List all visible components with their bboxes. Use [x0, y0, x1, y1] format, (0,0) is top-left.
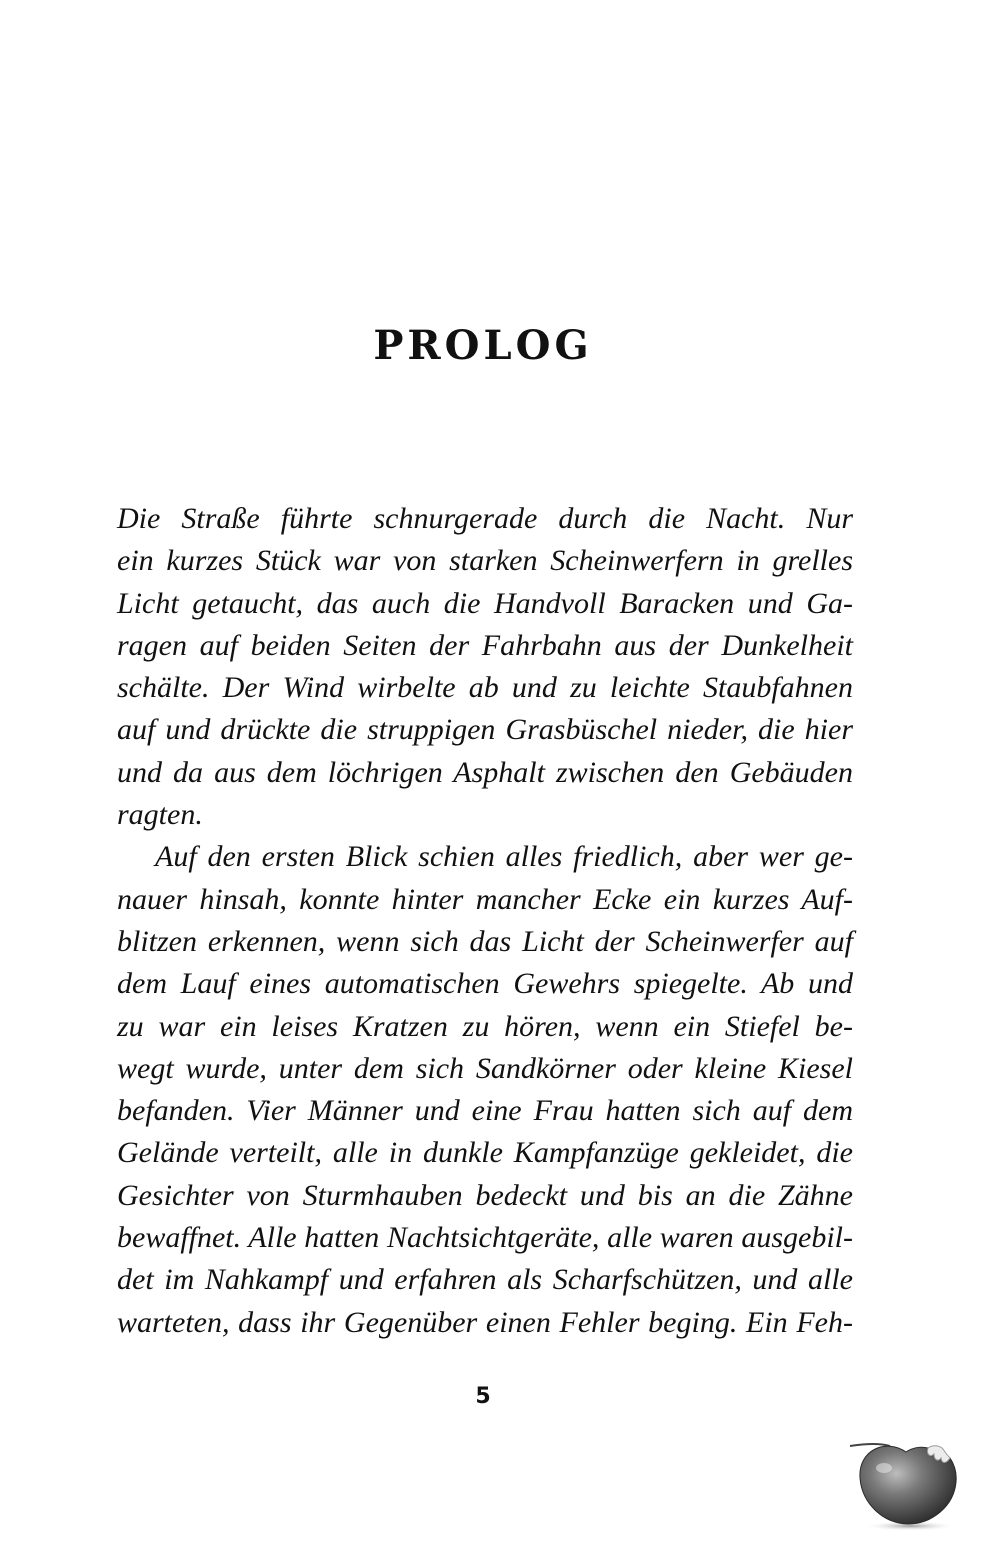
text-line: blitzen erkennen, wenn sich das Licht der Scheinwerfer auf	[117, 924, 853, 958]
page-number: 5	[475, 1384, 491, 1409]
bitten-apple-icon	[846, 1432, 966, 1532]
text-line: auf und drückte die struppigen Grasbüschel nieder, die hier	[117, 713, 853, 747]
text-line: Die Straße führte schnurgerade durch die Nacht. Nur	[117, 502, 853, 535]
text-line: zu war ein leises Kratzen zu hören, wenn ein Stiefel be-	[117, 1009, 853, 1043]
text-line: ein kurzes Stück war von starken Scheinwerfern in grelles	[117, 544, 853, 578]
text-line: Gelände verteilt, alle in dunkle Kampfanzüge gekleidet, die	[117, 1136, 853, 1170]
text-line: Licht getaucht, das auch die Handvoll Baracken und Ga-	[117, 586, 853, 620]
text-line: ragen auf beiden Seiten der Fahrbahn aus der Dunkelheit	[117, 628, 853, 662]
text-line: bewaffnet. Alle hatten Nachtsichtgeräte, alle waren ausgebil-	[117, 1221, 853, 1255]
text-line: wegt wurde, unter dem sich Sandkörner oder kleine Kiesel	[117, 1051, 853, 1085]
text-line: ragten.	[117, 798, 203, 832]
text-line: det im Nahkampf und erfahren als Scharfschützen, und alle	[117, 1263, 853, 1297]
text-line: Gesichter von Sturmhauben bedeckt und bis an die Zähne	[117, 1178, 853, 1212]
prolog-text	[117, 498, 853, 1344]
chapter-title: PROLOG	[373, 322, 593, 369]
text-line: und da aus dem löchrigen Asphalt zwischen den Gebäuden	[117, 755, 853, 789]
text-line: befanden. Vier Männer und eine Frau hatten sich auf dem	[117, 1094, 853, 1128]
text-line: nauer hinsah, konnte hinter mancher Ecke ein kurzes Auf-	[117, 882, 853, 916]
text-line: dem Lauf eines automatischen Gewehrs spiegelte. Ab und	[117, 967, 853, 1001]
text-line: Auf den ersten Blick schien alles friedlich, aber wer ge-	[155, 840, 853, 874]
text-line: warteten, dass ihr Gegenüber einen Fehler beging. Ein Feh-	[117, 1305, 853, 1339]
text-line: schälte. Der Wind wirbelte ab und zu leichte Staubfahnen	[117, 671, 853, 705]
